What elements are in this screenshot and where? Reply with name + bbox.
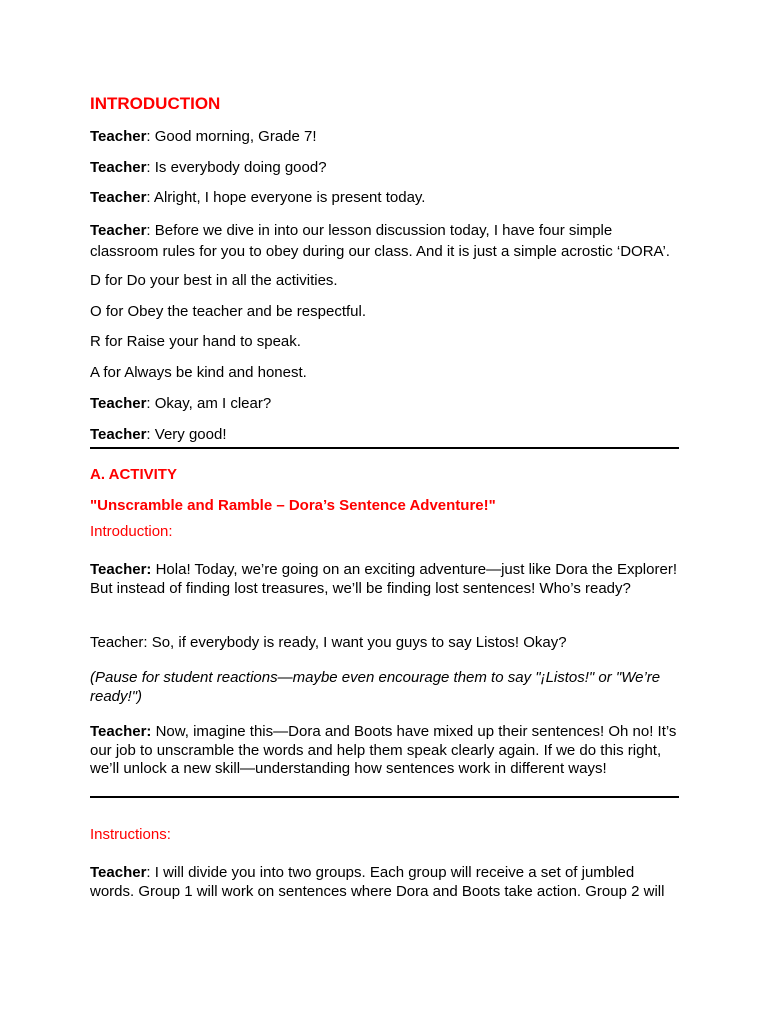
speaker-label: Teacher <box>90 426 147 443</box>
dialogue-line <box>90 159 680 178</box>
rule-r: R for Raise your hand to speak. <box>90 333 301 350</box>
activity-paragraph <box>90 723 680 779</box>
instructions-label: Instructions: <box>90 826 171 843</box>
dialogue-line <box>90 426 680 445</box>
activity-paragraph <box>90 561 680 598</box>
section-divider <box>90 447 679 449</box>
activity-paragraph: Teacher: So, if everybody is ready, I want you guys to say Listos! Okay? <box>90 634 567 651</box>
separator: : <box>146 395 151 412</box>
instructions-paragraph <box>90 864 680 901</box>
rule-d: D for Do your best in all the activities. <box>90 272 338 289</box>
stage-direction: (Pause for student reactions—maybe even encourage them to say "¡Listos!" or "We’re ready!") <box>90 669 661 705</box>
dialogue-line <box>90 220 680 262</box>
dialogue-text: Is everybody doing good? <box>150 159 327 176</box>
activity-title: "Unscramble and Ramble – Dora’s Sentence Adventure!" <box>90 497 496 514</box>
speaker-label: Teacher <box>90 189 147 206</box>
separator: : <box>146 128 151 145</box>
dialogue-line <box>90 395 680 414</box>
dialogue-text: Okay, am I clear? <box>150 395 272 412</box>
activity-heading: A. ACTIVITY <box>90 466 177 483</box>
dialogue-text: Very good! <box>150 426 227 443</box>
speaker-label: Teacher <box>90 395 147 412</box>
paragraph-text: : I will divide you into two groups. Each group will receive a set of jumbled words. Group 1 will work on sentences where Dora and Boots take action. Group 2 will <box>90 864 665 900</box>
introduction-label: Introduction: <box>90 523 173 540</box>
speaker-label: Teacher <box>90 864 147 881</box>
dialogue-line <box>90 128 680 147</box>
separator: : <box>146 189 151 206</box>
speaker-label: Teacher <box>90 222 147 239</box>
dialogue-text: Good morning, Grade 7! <box>150 128 317 145</box>
dialogue-line <box>90 189 680 208</box>
speaker-label: Teacher <box>90 159 147 176</box>
separator: : <box>146 159 151 176</box>
speaker-label: Teacher <box>90 128 147 145</box>
dialogue-text: Before we dive in into our lesson discussion today, I have four simple classroom rules for you to obey during our class. And it is just a simple acrostic ‘DORA’. <box>90 222 670 260</box>
separator: : <box>146 222 151 239</box>
paragraph-text: Hola! Today, we’re going on an exciting adventure—just like Dora the Explorer! But instead of finding lost treasures, we’ll be finding lost sentences! Who’s ready? <box>90 561 677 597</box>
paragraph-text: Now, imagine this—Dora and Boots have mixed up their sentences! Oh no! It’s our job to unscramble the words and help them speak clearly again. If we do this right, we’ll unlock a new skill—understanding how sentences work in different ways! <box>90 723 677 777</box>
rule-a: A for Always be kind and honest. <box>90 364 307 381</box>
speaker-label: Teacher: <box>90 561 152 578</box>
dialogue-text: Alright, I hope everyone is present today. <box>150 189 426 206</box>
separator: : <box>146 426 151 443</box>
section-divider <box>90 796 679 798</box>
speaker-label: Teacher: <box>90 723 152 740</box>
rule-o: O for Obey the teacher and be respectful. <box>90 303 366 320</box>
introduction-heading: INTRODUCTION <box>90 94 221 113</box>
